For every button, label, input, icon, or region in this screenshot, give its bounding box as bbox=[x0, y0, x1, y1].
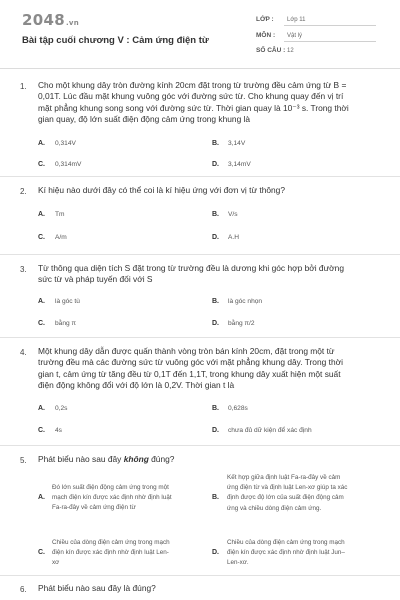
option-letter: A. bbox=[38, 298, 45, 305]
option-text: Chiều của dòng điện cảm ứng trong mạch điện kín được xác định nhờ định luật Len- xơ bbox=[52, 539, 170, 567]
question-divider bbox=[0, 337, 400, 338]
question-divider bbox=[0, 575, 400, 576]
option-text: A.H bbox=[228, 234, 239, 241]
question-number: 3. bbox=[20, 265, 27, 274]
option-text: là góc nhọn bbox=[228, 298, 263, 305]
option-text: bằng π bbox=[55, 320, 77, 327]
meta-class-label: LỚP : bbox=[256, 16, 274, 23]
meta-subject-value: Vật lý bbox=[287, 33, 303, 39]
option-letter: A. bbox=[38, 494, 45, 501]
question-text: Cho một khung dây tròn đường kính 20cm đặt trong từ trường đều cảm ứng từ B = 0,01T. Lúc đầu mặt khung vuông góc với đường sức từ. Cho khung quay đến vị trí mặt phẳng khung song song với đường sức từ. Thời gian quay là 10⁻³ s. Trong thời gian quay, độ lớn suất điện động cảm ứng trong khung là bbox=[38, 80, 349, 125]
question-number: 4. bbox=[20, 348, 27, 357]
option-letter: A. bbox=[38, 140, 45, 147]
option-text: chưa đủ dữ kiện để xác định bbox=[228, 427, 312, 434]
question-text: Kí hiệu nào dưới đây có thể coi là kí hiệu ứng với đơn vị từ thông? bbox=[38, 185, 285, 195]
meta-underline bbox=[284, 25, 376, 26]
question-number: 6. bbox=[20, 585, 27, 594]
option-letter: C. bbox=[38, 234, 45, 241]
option-text: Chiều của dòng điện cảm ứng trong mạch điện kín được xác định nhờ định luật Jun– Len-xơ. bbox=[227, 539, 345, 567]
option-text: 3,14mV bbox=[228, 161, 251, 168]
option-letter: B. bbox=[212, 211, 219, 218]
option-letter: A. bbox=[38, 211, 45, 218]
option-letter: D. bbox=[212, 549, 219, 556]
question-divider bbox=[0, 445, 400, 446]
option-text: A/m bbox=[55, 234, 67, 241]
option-text: 0,314V bbox=[55, 140, 76, 147]
option-text: bằng π/2 bbox=[228, 320, 255, 327]
question-text: Một khung dây dẫn được quấn thành vòng tròn bán kính 20cm, đặt trong một từ trường đều mà các đường sức từ vuông góc với mặt phẳng khung dây. Trong thời gian t, cảm ứng từ tăng đều từ 0,1T đến 1,1T, trong khung dây xuất hiện một suất điện động không đổi với độ lớn là 0,2V. Thời gian t là bbox=[38, 346, 343, 391]
document-title: Bài tập cuối chương V : Cảm ứng điện từ bbox=[22, 35, 209, 46]
meta-count-value: 12 bbox=[287, 48, 294, 54]
option-letter: C. bbox=[38, 427, 45, 434]
option-letter: B. bbox=[212, 298, 219, 305]
page-header bbox=[0, 0, 400, 64]
option-text: Kết hợp giữa định luật Fa-ra-đây về cảm ứng điện từ và định luật Len-xơ giúp ta xác định được độ lớn của suất điện động cảm ứng và chiều dòng điện cảm ứng. bbox=[227, 474, 348, 512]
option-text: Tm bbox=[55, 211, 65, 218]
option-letter: D. bbox=[212, 427, 219, 434]
option-letter: B. bbox=[212, 405, 219, 412]
logo: 2048.vn bbox=[22, 11, 80, 29]
option-letter: D. bbox=[212, 320, 219, 327]
question-number: 5. bbox=[20, 456, 27, 465]
question-number: 2. bbox=[20, 187, 27, 196]
option-letter: C. bbox=[38, 320, 45, 327]
question-divider bbox=[0, 176, 400, 177]
option-text: 0,314mV bbox=[55, 161, 82, 168]
meta-count-label: SỐ CÂU : bbox=[256, 47, 286, 54]
emphasis-text: không bbox=[123, 454, 149, 464]
meta-subject-label: MÔN : bbox=[256, 32, 276, 39]
option-text: 0,2s bbox=[55, 405, 68, 412]
option-text: Đó lớn suất điện động cảm ứng trong một mạch điện kín được xác định nhờ định luật Fa-ra-đây về cảm ứng điện từ bbox=[52, 484, 172, 512]
option-text: là góc tù bbox=[55, 298, 80, 305]
option-text: 0,628s bbox=[228, 405, 248, 412]
option-letter: C. bbox=[38, 549, 45, 556]
option-letter: B. bbox=[212, 494, 219, 501]
meta-class-value: Lớp 11 bbox=[287, 17, 306, 23]
question-text: Phát biểu nào sau đây không đúng? bbox=[38, 454, 175, 464]
option-letter: C. bbox=[38, 161, 45, 168]
question-text: Từ thông qua diện tích S đặt trong từ trường đều là dương khi góc hợp bởi đường sức từ và pháp tuyến đối với S bbox=[38, 263, 344, 285]
option-text: 4s bbox=[55, 427, 62, 434]
meta-underline bbox=[284, 41, 376, 42]
option-letter: D. bbox=[212, 161, 219, 168]
question-number: 1. bbox=[20, 82, 27, 91]
option-letter: A. bbox=[38, 405, 45, 412]
option-letter: B. bbox=[212, 140, 219, 147]
option-letter: D. bbox=[212, 234, 219, 241]
question-text: Phát biểu nào sau đây là đúng? bbox=[38, 583, 156, 593]
header-divider bbox=[0, 68, 400, 69]
question-divider bbox=[0, 254, 400, 255]
option-text: V/s bbox=[228, 211, 238, 218]
option-text: 3,14V bbox=[228, 140, 246, 147]
